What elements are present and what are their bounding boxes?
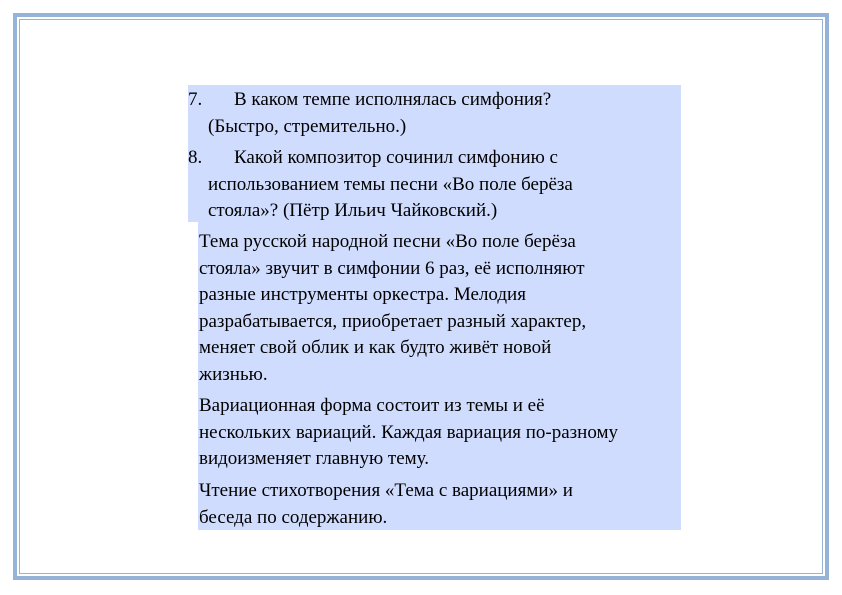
paragraph-reading-line: Чтение стихотворения «Тема с вариациями» и bbox=[199, 480, 573, 501]
question-8-text-line2: использованием темы песни «Во поле берёза bbox=[208, 173, 573, 195]
question-8-number: 8. bbox=[188, 147, 203, 168]
question-8 bbox=[188, 145, 681, 225]
paragraph-variation bbox=[199, 393, 683, 473]
paragraph-theme bbox=[199, 229, 683, 388]
paragraph-theme-line: разные инструменты оркестра. Мелодия bbox=[199, 284, 526, 305]
paragraph-theme-line: стояла» звучит в симфонии 6 раз, её исполняют bbox=[199, 257, 585, 279]
paragraph-variation-line: Вариационная форма состоит из темы и её bbox=[199, 395, 545, 416]
question-7 bbox=[188, 87, 681, 140]
question-7-answer: (Быстро, стремительно.) bbox=[208, 115, 407, 137]
paragraph-theme-line: жизнью. bbox=[199, 363, 268, 385]
paragraph-reading bbox=[199, 478, 683, 531]
paragraph-variation-line: видоизменяет главную тему. bbox=[199, 448, 429, 469]
paragraph-theme-line: разрабатывается, приобретает разный характер, bbox=[199, 310, 587, 332]
paragraph-reading-line: беседа по содержанию. bbox=[199, 506, 388, 528]
question-7-text: В каком темпе исполнялась симфония? bbox=[234, 89, 552, 110]
question-8-text-line1: Какой композитор сочинил симфонию с bbox=[234, 147, 558, 168]
paragraph-variation-line: нескольких вариаций. Каждая вариация по-разному bbox=[199, 421, 618, 443]
paragraph-theme-line: Тема русской народной песни «Во поле берёза bbox=[199, 231, 576, 252]
question-8-text-line3: стояла»? (Пётр Ильич Чайковский.) bbox=[208, 200, 498, 221]
paragraph-theme-line: меняет свой облик и как будто живёт новой bbox=[199, 337, 552, 358]
question-7-number: 7. bbox=[188, 89, 203, 110]
